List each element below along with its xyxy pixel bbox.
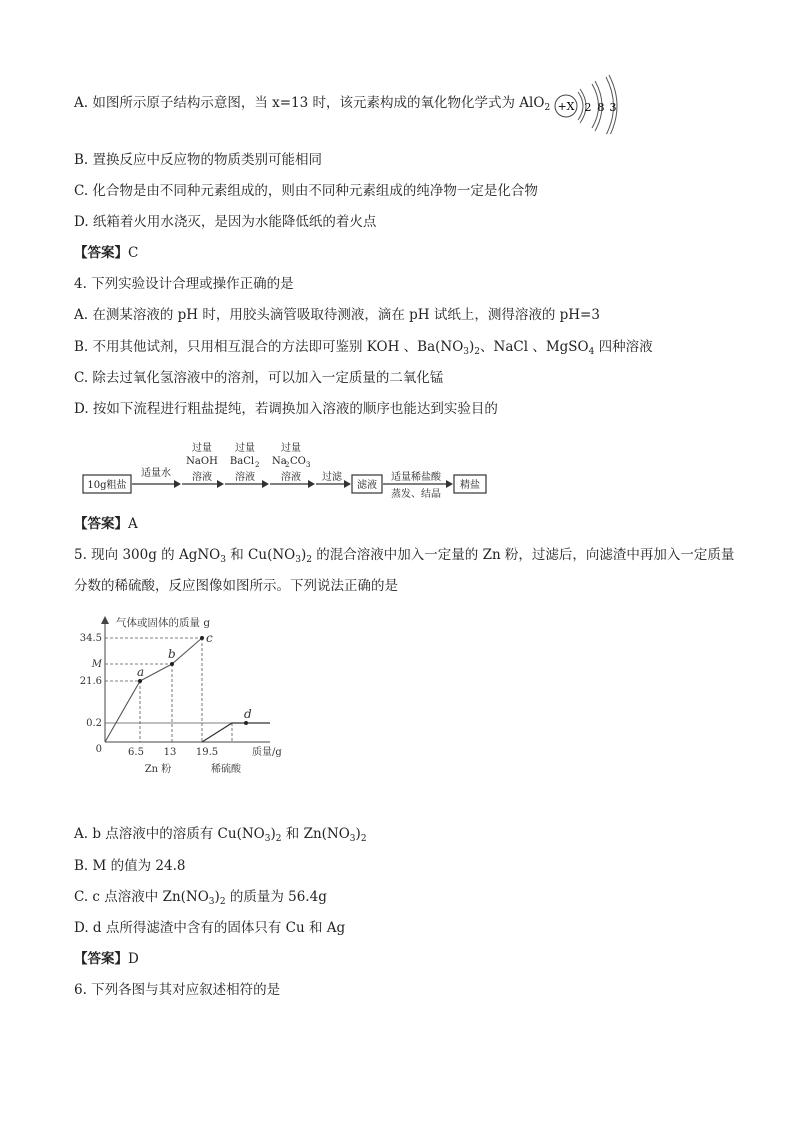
svg-text:滤液: 滤液 [357, 480, 377, 491]
q4-option-a: A. 在测某溶液的 pH 时，用胶头滴管吸取待测液，滴在 pH 试纸上，测得溶液的 pH=3 [74, 307, 600, 323]
y-axis-label: 气体或固体的质量 g [116, 617, 211, 629]
svg-text:稀硫酸: 稀硫酸 [211, 764, 241, 775]
svg-text:溶液: 溶液 [192, 472, 212, 483]
svg-text:溶液: 溶液 [235, 472, 255, 483]
svg-text:CO: CO [290, 456, 306, 467]
point-d [244, 721, 248, 725]
svg-text:d: d [244, 707, 252, 721]
svg-text:过量: 过量 [281, 443, 301, 454]
q3-option-d: D. 纸箱着火用水浇灭，是因为水能降低纸的着火点 [74, 214, 377, 230]
svg-text:34.5: 34.5 [80, 633, 102, 644]
x-axis-label: 质量/g [252, 747, 282, 758]
svg-text:精盐: 精盐 [460, 480, 480, 491]
q6-stem: 6. 下列各图与其对应叙述相符的是 [74, 982, 281, 998]
q5-reaction-graph [80, 612, 300, 782]
svg-text:BaCl: BaCl [229, 456, 255, 467]
atom-shell-3-count: 3 [609, 101, 617, 114]
atom-structure-diagram [548, 74, 628, 134]
q3-option-c: C. 化合物是由不同种元素组成的，则由不同种元素组成的纯净物一定是化合物 [74, 183, 538, 199]
svg-text:适量稀盐酸: 适量稀盐酸 [391, 472, 441, 483]
point-a [138, 679, 142, 683]
q4-stem: 4. 下列实验设计合理或操作正确的是 [74, 276, 294, 292]
flow-step1-label: 适量水 [141, 468, 171, 479]
atom-shell-2-count: 8 [597, 101, 605, 114]
q4-answer: 【答案】A [74, 516, 138, 532]
atom-nucleus-label: +X [557, 100, 575, 113]
q4-option-c: C. 除去过氧化氢溶液中的溶剂，可以加入一定质量的二氧化锰 [74, 370, 444, 386]
q5-option-b: B. M 的值为 24.8 [74, 858, 186, 874]
svg-text:0: 0 [95, 744, 102, 755]
q5-stem-line2: 分数的稀硫酸，反应图像如图所示。下列说法正确的是 [74, 578, 398, 594]
point-c [200, 636, 204, 640]
svg-text:a: a [137, 665, 145, 679]
svg-text:蒸发、结晶: 蒸发、结晶 [391, 489, 441, 500]
gas-mass-curve [202, 723, 270, 742]
svg-text:19.5: 19.5 [195, 747, 219, 758]
solid-mass-curve [105, 638, 202, 742]
svg-text:过滤: 过滤 [322, 472, 342, 483]
q5-option-d: D. d 点所得滤渣中含有的固体只有 Cu 和 Ag [74, 920, 346, 936]
q3-answer: 【答案】C [74, 245, 139, 261]
svg-text:Zn 粉: Zn 粉 [144, 764, 172, 775]
svg-text:3: 3 [306, 461, 311, 469]
q5-option-a: A. b 点溶液中的溶质有 $Cu(NO_3)_2$ 和 $Zn(NO_3)_2$ [74, 826, 367, 844]
svg-text:0.2: 0.2 [86, 718, 102, 729]
svg-text:6.5: 6.5 [128, 747, 144, 758]
q5-option-c: C. c 点溶液中 $Zn(NO_3)_2$ 的质量为 56.4g [74, 889, 327, 907]
svg-text:c: c [206, 631, 213, 645]
svg-text:溶液: 溶液 [281, 472, 301, 483]
svg-text:2: 2 [285, 461, 290, 469]
svg-text:NaOH: NaOH [186, 456, 218, 467]
salt-purification-flowchart [82, 440, 522, 500]
svg-text:2: 2 [255, 461, 260, 469]
svg-text:21.6: 21.6 [80, 676, 102, 687]
svg-text:b: b [168, 647, 176, 661]
svg-text:Na: Na [272, 456, 287, 467]
q3-option-b: B. 置换反应中反应物的物质类别可能相同 [74, 152, 323, 168]
q5-stem-line1: 5. 现向 300g 的 AgNO$_3$ 和 $Cu(NO_3)_2$ 的混合溶液中加入一定量的 Zn 粉，过滤后，向滤渣中再加入一定质量 [74, 547, 735, 565]
q4-option-b: B. 不用其他试剂，只用相互混合的方法即可鉴别 KOH 、$Ba(NO_3)_2$、NaCl 、MgSO$_4$ 四种溶液 [74, 339, 653, 357]
q3-option-a: A. 如图所示原子结构示意图，当 x=13 时，该元素构成的氧化物化学式为 AlO$_2$ [74, 95, 551, 113]
point-b [170, 662, 174, 666]
atom-shell-1-count: 2 [584, 101, 592, 114]
svg-text:13: 13 [163, 747, 177, 758]
svg-text:过量: 过量 [235, 443, 255, 454]
flow-start-label: 10g粗盐 [87, 480, 127, 491]
q4-option-d: D. 按如下流程进行粗盐提纯，若调换加入溶液的顺序也能达到实验目的 [74, 401, 498, 417]
q5-answer: 【答案】D [74, 951, 139, 967]
svg-text:M: M [91, 659, 102, 670]
svg-text:过量: 过量 [192, 443, 212, 454]
